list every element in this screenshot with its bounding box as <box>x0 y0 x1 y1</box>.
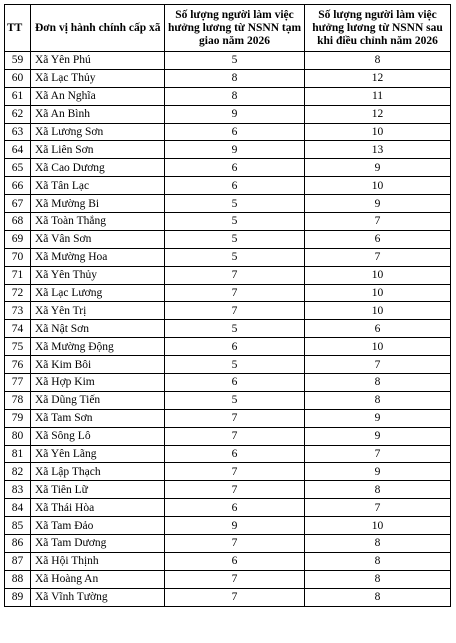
table-row <box>5 427 451 445</box>
row-adjusted-count: 8 <box>305 391 451 409</box>
row-number: 64 <box>5 141 31 159</box>
row-current-count: 7 <box>165 284 305 302</box>
row-number: 88 <box>5 570 31 588</box>
row-number: 63 <box>5 123 31 141</box>
header-current: Số lượng người làm việc hưởng lương từ NSNN tạm giao năm 2026 <box>165 5 305 52</box>
row-number: 80 <box>5 427 31 445</box>
row-adjusted-count: 8 <box>305 570 451 588</box>
row-adjusted-count: 10 <box>305 123 451 141</box>
document-page <box>4 4 450 607</box>
row-current-count: 8 <box>165 87 305 105</box>
row-current-count: 5 <box>165 213 305 231</box>
row-number: 89 <box>5 588 31 606</box>
row-unit-name: Xã Vĩnh Tường <box>31 588 165 606</box>
row-number: 83 <box>5 481 31 499</box>
row-current-count: 7 <box>165 409 305 427</box>
row-unit-name: Xã Yên Phú <box>31 52 165 70</box>
table-row <box>5 338 451 356</box>
row-current-count: 5 <box>165 52 305 70</box>
row-unit-name: Xã An Nghĩa <box>31 87 165 105</box>
row-number: 59 <box>5 52 31 70</box>
row-adjusted-count: 9 <box>305 427 451 445</box>
row-adjusted-count: 8 <box>305 52 451 70</box>
table-row <box>5 302 451 320</box>
row-adjusted-count: 10 <box>305 517 451 535</box>
row-adjusted-count: 9 <box>305 159 451 177</box>
row-unit-name: Xã Yên Trị <box>31 302 165 320</box>
row-current-count: 6 <box>165 499 305 517</box>
row-unit-name: Xã Yên Lãng <box>31 445 165 463</box>
table-header <box>5 5 451 52</box>
row-number: 70 <box>5 248 31 266</box>
row-adjusted-count: 10 <box>305 302 451 320</box>
row-unit-name: Xã Lạc Thủy <box>31 69 165 87</box>
table-row <box>5 141 451 159</box>
row-adjusted-count: 7 <box>305 248 451 266</box>
table-row <box>5 195 451 213</box>
row-unit-name: Xã Liên Sơn <box>31 141 165 159</box>
row-current-count: 9 <box>165 141 305 159</box>
table-row <box>5 463 451 481</box>
table-row <box>5 159 451 177</box>
table-row <box>5 123 451 141</box>
row-current-count: 6 <box>165 177 305 195</box>
table-row <box>5 391 451 409</box>
row-current-count: 7 <box>165 302 305 320</box>
row-current-count: 6 <box>165 374 305 392</box>
row-number: 62 <box>5 105 31 123</box>
table-row <box>5 266 451 284</box>
row-current-count: 5 <box>165 320 305 338</box>
row-current-count: 5 <box>165 391 305 409</box>
row-unit-name: Xã Mường Bi <box>31 195 165 213</box>
row-current-count: 5 <box>165 248 305 266</box>
row-unit-name: Xã Sông Lô <box>31 427 165 445</box>
row-current-count: 5 <box>165 195 305 213</box>
row-number: 85 <box>5 517 31 535</box>
row-number: 67 <box>5 195 31 213</box>
row-adjusted-count: 10 <box>305 338 451 356</box>
table-row <box>5 87 451 105</box>
row-adjusted-count: 8 <box>305 481 451 499</box>
header-tt: TT <box>5 5 31 52</box>
row-adjusted-count: 6 <box>305 320 451 338</box>
row-unit-name: Xã Dũng Tiến <box>31 391 165 409</box>
row-adjusted-count: 10 <box>305 284 451 302</box>
row-unit-name: Xã Mường Hoa <box>31 248 165 266</box>
staffing-table <box>4 4 451 607</box>
table-row <box>5 570 451 588</box>
row-number: 82 <box>5 463 31 481</box>
row-current-count: 5 <box>165 230 305 248</box>
row-current-count: 7 <box>165 463 305 481</box>
row-number: 76 <box>5 356 31 374</box>
row-current-count: 5 <box>165 356 305 374</box>
row-unit-name: Xã Hợp Kim <box>31 374 165 392</box>
table-row <box>5 481 451 499</box>
row-current-count: 8 <box>165 69 305 87</box>
row-number: 68 <box>5 213 31 231</box>
row-number: 84 <box>5 499 31 517</box>
row-unit-name: Xã Cao Dương <box>31 159 165 177</box>
table-row <box>5 445 451 463</box>
table-row <box>5 177 451 195</box>
row-unit-name: Xã Hoàng An <box>31 570 165 588</box>
row-adjusted-count: 8 <box>305 552 451 570</box>
row-number: 81 <box>5 445 31 463</box>
row-adjusted-count: 7 <box>305 213 451 231</box>
table-row <box>5 499 451 517</box>
table-row <box>5 69 451 87</box>
row-unit-name: Xã Yên Thủy <box>31 266 165 284</box>
row-adjusted-count: 12 <box>305 69 451 87</box>
row-current-count: 6 <box>165 338 305 356</box>
row-adjusted-count: 9 <box>305 463 451 481</box>
row-unit-name: Xã Tam Dương <box>31 535 165 553</box>
row-adjusted-count: 7 <box>305 356 451 374</box>
row-adjusted-count: 10 <box>305 266 451 284</box>
row-current-count: 7 <box>165 588 305 606</box>
table-row <box>5 552 451 570</box>
row-unit-name: Xã Tân Lạc <box>31 177 165 195</box>
row-adjusted-count: 11 <box>305 87 451 105</box>
row-unit-name: Xã Thái Hòa <box>31 499 165 517</box>
row-current-count: 7 <box>165 481 305 499</box>
row-current-count: 7 <box>165 570 305 588</box>
header-adjusted: Số lượng người làm việc hưởng lương từ NSNN sau khi điều chỉnh năm 2026 <box>305 5 451 52</box>
table-row <box>5 320 451 338</box>
row-number: 69 <box>5 230 31 248</box>
row-unit-name: Xã Lạc Lương <box>31 284 165 302</box>
row-unit-name: Xã Tam Đảo <box>31 517 165 535</box>
row-adjusted-count: 7 <box>305 445 451 463</box>
row-adjusted-count: 8 <box>305 535 451 553</box>
row-current-count: 7 <box>165 427 305 445</box>
row-current-count: 7 <box>165 535 305 553</box>
row-unit-name: Xã Lập Thạch <box>31 463 165 481</box>
row-unit-name: Xã Hội Thịnh <box>31 552 165 570</box>
row-unit-name: Xã Lương Sơn <box>31 123 165 141</box>
table-row <box>5 374 451 392</box>
row-unit-name: Xã Mường Động <box>31 338 165 356</box>
row-number: 73 <box>5 302 31 320</box>
row-current-count: 6 <box>165 159 305 177</box>
row-number: 60 <box>5 69 31 87</box>
row-adjusted-count: 13 <box>305 141 451 159</box>
row-number: 74 <box>5 320 31 338</box>
row-number: 75 <box>5 338 31 356</box>
table-row <box>5 356 451 374</box>
row-unit-name: Xã Tam Sơn <box>31 409 165 427</box>
row-current-count: 6 <box>165 123 305 141</box>
header-unit: Đơn vị hành chính cấp xã <box>31 5 165 52</box>
row-adjusted-count: 10 <box>305 177 451 195</box>
row-unit-name: Xã Toàn Thắng <box>31 213 165 231</box>
row-adjusted-count: 6 <box>305 230 451 248</box>
row-adjusted-count: 7 <box>305 499 451 517</box>
row-adjusted-count: 12 <box>305 105 451 123</box>
row-current-count: 6 <box>165 552 305 570</box>
row-number: 66 <box>5 177 31 195</box>
row-number: 72 <box>5 284 31 302</box>
table-body <box>5 52 451 607</box>
table-row <box>5 588 451 606</box>
header-row <box>5 5 451 52</box>
table-row <box>5 409 451 427</box>
row-unit-name: Xã Tiên Lữ <box>31 481 165 499</box>
row-current-count: 9 <box>165 105 305 123</box>
table-row <box>5 535 451 553</box>
table-row <box>5 284 451 302</box>
table-row <box>5 213 451 231</box>
row-unit-name: Xã An Bình <box>31 105 165 123</box>
table-row <box>5 105 451 123</box>
row-number: 61 <box>5 87 31 105</box>
row-adjusted-count: 9 <box>305 409 451 427</box>
row-number: 77 <box>5 374 31 392</box>
table-row <box>5 517 451 535</box>
row-current-count: 7 <box>165 266 305 284</box>
row-unit-name: Xã Vân Sơn <box>31 230 165 248</box>
row-number: 78 <box>5 391 31 409</box>
row-adjusted-count: 9 <box>305 195 451 213</box>
row-number: 86 <box>5 535 31 553</box>
row-current-count: 9 <box>165 517 305 535</box>
table-row <box>5 52 451 70</box>
row-number: 65 <box>5 159 31 177</box>
row-number: 79 <box>5 409 31 427</box>
row-number: 87 <box>5 552 31 570</box>
row-adjusted-count: 8 <box>305 588 451 606</box>
row-current-count: 6 <box>165 445 305 463</box>
table-row <box>5 248 451 266</box>
table-row <box>5 230 451 248</box>
row-adjusted-count: 8 <box>305 374 451 392</box>
row-unit-name: Xã Nật Sơn <box>31 320 165 338</box>
row-unit-name: Xã Kim Bôi <box>31 356 165 374</box>
row-number: 71 <box>5 266 31 284</box>
